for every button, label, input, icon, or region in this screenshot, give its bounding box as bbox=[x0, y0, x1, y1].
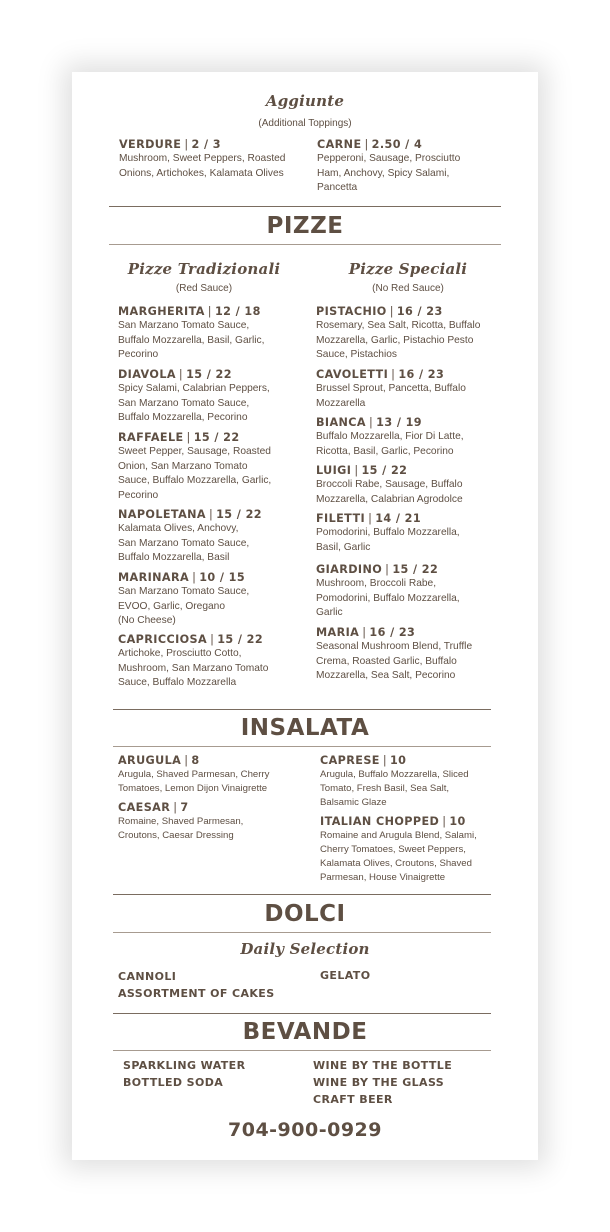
item-price: 15 / 22 bbox=[217, 633, 264, 646]
menu-item: VERDURE | 2 / 3 Mushroom, Sweet Peppers, Roasted Onions, Artichokes, Kalamata Olives bbox=[119, 138, 309, 181]
item-price: 8 bbox=[191, 754, 200, 767]
bevande-item: SPARKLING WATER bbox=[123, 1059, 246, 1072]
speciali-subtitle: (No Red Sauce) bbox=[372, 283, 444, 294]
item-description: San Marzano Tomato Sauce, EVOO, Garlic, Oregano (No Cheese) bbox=[118, 586, 250, 627]
item-description: Seasonal Mushroom Blend, Truffle Crema, Roasted Garlic, Buffalo Mozzarella, Sea Salt, Pecorino bbox=[316, 641, 473, 682]
item-name: CAESAR bbox=[118, 801, 171, 814]
menu-item: DIAVOLA | 15 / 22 Spicy Salami, Calabrian Peppers, San Marzano Tomato Sauce, Buffalo Mozzarella, Pecorino bbox=[118, 368, 308, 426]
item-description: Pepperoni, Sausage, Prosciutto Ham, Anchovy, Spicy Salami, Pancetta bbox=[317, 153, 461, 194]
menu-item: CAPRESE | 10 Arugula, Buffalo Mozzarella, Sliced Tomato, Fresh Basil, Sea Salt, Balsamic Glaze bbox=[320, 754, 520, 810]
item-name: ARUGULA bbox=[118, 754, 182, 767]
item-description: Rosemary, Sea Salt, Ricotta, Buffalo Mozzarella, Garlic, Pistachio Pesto Sauce, Pistachios bbox=[316, 320, 481, 361]
item-price: 15 / 22 bbox=[361, 464, 408, 477]
menu-item: MARIA | 16 / 23 Seasonal Mushroom Blend, Truffle Crema, Roasted Garlic, Buffalo Mozzarella, Sea Salt, Pecorino bbox=[316, 626, 516, 684]
item-name: MARGHERITA bbox=[118, 305, 205, 318]
item-price: 10 / 15 bbox=[199, 571, 246, 584]
item-price: 16 / 23 bbox=[396, 305, 443, 318]
menu-item: CAVOLETTI | 16 / 23 Brussel Sprout, Pancetta, Buffalo Mozzarella bbox=[316, 368, 516, 411]
item-description: Romaine, Shaved Parmesan, Croutons, Caesar Dressing bbox=[118, 816, 244, 841]
dolci-subtitle: Daily Selection bbox=[240, 940, 370, 958]
item-name: DIAVOLA bbox=[118, 368, 176, 381]
item-name: PISTACHIO bbox=[316, 305, 387, 318]
menu-item: CAESAR | 7 Romaine, Shaved Parmesan, Croutons, Caesar Dressing bbox=[118, 801, 308, 843]
item-price: 2 / 3 bbox=[191, 138, 221, 151]
item-description: Mushroom, Broccoli Rabe, Pomodorini, Buffalo Mozzarella, Garlic bbox=[316, 578, 460, 619]
item-price: 10 bbox=[449, 815, 466, 828]
menu-item: CAPRICCIOSA | 15 / 22 Artichoke, Prosciutto Cotto, Mushroom, San Marzano Tomato Sauce, Buffalo Mozzarella bbox=[118, 633, 308, 691]
item-description: Arugula, Buffalo Mozzarella, Sliced Tomato, Fresh Basil, Sea Salt, Balsamic Glaze bbox=[320, 769, 469, 808]
item-description: Kalamata Olives, Anchovy, San Marzano Tomato Sauce, Buffalo Mozzarella, Basil bbox=[118, 523, 250, 564]
menu-item: MARGHERITA | 12 / 18 San Marzano Tomato Sauce, Buffalo Mozzarella, Basil, Garlic, Pecorino bbox=[118, 305, 308, 363]
dolci-item: ASSORTMENT OF CAKES bbox=[118, 987, 275, 1000]
bevande-item: CRAFT BEER bbox=[313, 1093, 393, 1106]
item-name: BIANCA bbox=[316, 416, 366, 429]
item-price: 2.50 / 4 bbox=[371, 138, 423, 151]
tradizionali-subtitle: (Red Sauce) bbox=[175, 283, 233, 294]
item-price: 15 / 22 bbox=[216, 508, 262, 521]
dolci-heading: DOLCI bbox=[264, 901, 346, 927]
item-description: San Marzano Tomato Sauce, Buffalo Mozzarella, Basil, Garlic, Pecorino bbox=[118, 320, 265, 361]
divider bbox=[113, 1050, 491, 1051]
divider bbox=[113, 746, 491, 747]
bevande-heading: BEVANDE bbox=[242, 1019, 368, 1045]
menu-item: GIARDINO | 15 / 22 Mushroom, Broccoli Rabe, Pomodorini, Buffalo Mozzarella, Garlic bbox=[316, 563, 516, 621]
menu-item: RAFFAELE | 15 / 22 Sweet Pepper, Sausage, Roasted Onion, San Marzano Tomato Sauce, Buffalo Mozzarella, Garlic, Pecorino bbox=[118, 431, 308, 503]
tradizionali-title: Pizze Tradizionali bbox=[127, 260, 281, 278]
item-name: FILETTI bbox=[316, 512, 366, 525]
bevande-item: WINE BY THE BOTTLE bbox=[313, 1059, 453, 1072]
menu-item: CARNE | 2.50 / 4 Pepperoni, Sausage, Prosciutto Ham, Anchovy, Spicy Salami, Pancetta bbox=[317, 138, 507, 196]
item-price: 15 / 22 bbox=[186, 368, 232, 381]
bevande-item: WINE BY THE GLASS bbox=[313, 1076, 445, 1089]
divider bbox=[109, 206, 501, 207]
item-price: 7 bbox=[180, 801, 189, 814]
divider bbox=[109, 244, 501, 245]
item-price: 15 / 22 bbox=[193, 431, 240, 444]
item-description: Artichoke, Prosciutto Cotto, Mushroom, San Marzano Tomato Sauce, Buffalo Mozzarella bbox=[118, 648, 269, 689]
item-name: VERDURE bbox=[119, 138, 182, 151]
item-description: Buffalo Mozzarella, Fior Di Latte, Ricotta, Basil, Garlic, Pecorino bbox=[316, 431, 464, 457]
menu-card bbox=[72, 72, 538, 1160]
menu-item: FILETTI | 14 / 21 Pomodorini, Buffalo Mozzarella, Basil, Garlic bbox=[316, 512, 516, 555]
item-description: Pomodorini, Buffalo Mozzarella, Basil, Garlic bbox=[316, 527, 460, 553]
item-description: Arugula, Shaved Parmesan, Cherry Tomatoes, Lemon Dijon Vinaigrette bbox=[118, 769, 270, 794]
item-name: LUIGI bbox=[316, 464, 352, 477]
aggiunte-subtitle: (Additional Toppings) bbox=[258, 118, 352, 129]
item-price: 12 / 18 bbox=[214, 305, 261, 318]
menu-item: ARUGULA | 8 Arugula, Shaved Parmesan, Cherry Tomatoes, Lemon Dijon Vinaigrette bbox=[118, 754, 308, 796]
divider bbox=[113, 709, 491, 710]
item-description: Brussel Sprout, Pancetta, Buffalo Mozzarella bbox=[316, 383, 466, 409]
menu-item: PISTACHIO | 16 / 23 Rosemary, Sea Salt, Ricotta, Buffalo Mozzarella, Garlic, Pistachio Pesto Sauce, Pistachios bbox=[316, 305, 516, 363]
menu-item: LUIGI | 15 / 22 Broccoli Rabe, Sausage, Buffalo Mozzarella, Calabrian Agrodolce bbox=[316, 464, 516, 507]
item-name: MARINARA bbox=[118, 571, 190, 584]
menu-item: MARINARA | 10 / 15 San Marzano Tomato Sauce, EVOO, Garlic, Oregano (No Cheese) bbox=[118, 571, 308, 629]
item-name: NAPOLETANA bbox=[118, 508, 206, 521]
dolci-item: GELATO bbox=[320, 969, 371, 982]
menu-item: BIANCA | 13 / 19 Buffalo Mozzarella, Fior Di Latte, Ricotta, Basil, Garlic, Pecorino bbox=[316, 416, 516, 459]
item-price: 13 / 19 bbox=[376, 416, 422, 429]
item-description: Sweet Pepper, Sausage, Roasted Onion, San Marzano Tomato Sauce, Buffalo Mozzarella, Garlic, Pecorino bbox=[118, 446, 272, 501]
item-price: 10 bbox=[390, 754, 407, 767]
item-price: 16 / 23 bbox=[398, 368, 445, 381]
item-name: MARIA bbox=[316, 626, 360, 639]
item-name: RAFFAELE bbox=[118, 431, 184, 444]
item-price: 15 / 22 bbox=[392, 563, 439, 576]
item-price: 14 / 21 bbox=[375, 512, 422, 525]
divider bbox=[113, 932, 491, 933]
bevande-item: BOTTLED SODA bbox=[123, 1076, 224, 1089]
item-description: Spicy Salami, Calabrian Peppers, San Marzano Tomato Sauce, Buffalo Mozzarella, Pecorino bbox=[118, 383, 270, 424]
pizze-heading: PIZZE bbox=[266, 213, 344, 239]
dolci-item: CANNOLI bbox=[118, 970, 177, 983]
aggiunte-title: Aggiunte bbox=[265, 92, 345, 110]
item-name: CAPRESE bbox=[320, 754, 380, 767]
item-description: Broccoli Rabe, Sausage, Buffalo Mozzarella, Calabrian Agrodolce bbox=[316, 479, 463, 505]
item-name: CAPRICCIOSA bbox=[118, 633, 208, 646]
item-name: GIARDINO bbox=[316, 563, 383, 576]
item-name: ITALIAN CHOPPED bbox=[320, 815, 440, 828]
phone-number: 704-900-0929 bbox=[228, 1119, 382, 1141]
divider bbox=[113, 1013, 491, 1014]
insalata-heading: INSALATA bbox=[240, 715, 370, 741]
item-name: CAVOLETTI bbox=[316, 368, 389, 381]
speciali-title: Pizze Speciali bbox=[348, 260, 468, 278]
menu-item: ITALIAN CHOPPED | 10 Romaine and Arugula Blend, Salami, Cherry Tomatoes, Sweet Peppers, Kalamata Olives, Croutons, Shaved Parmesan, House Vinaigrette bbox=[320, 815, 520, 885]
item-price: 16 / 23 bbox=[369, 626, 416, 639]
menu-item: NAPOLETANA | 15 / 22 Kalamata Olives, Anchovy, San Marzano Tomato Sauce, Buffalo Mozzarella, Basil bbox=[118, 508, 308, 566]
item-description: Romaine and Arugula Blend, Salami, Cherry Tomatoes, Sweet Peppers, Kalamata Olives, Croutons, Shaved Parmesan, House Vinaigrette bbox=[320, 830, 477, 883]
item-description: Mushroom, Sweet Peppers, Roasted Onions, Artichokes, Kalamata Olives bbox=[119, 153, 286, 179]
divider bbox=[113, 894, 491, 895]
item-name: CARNE bbox=[317, 138, 362, 151]
